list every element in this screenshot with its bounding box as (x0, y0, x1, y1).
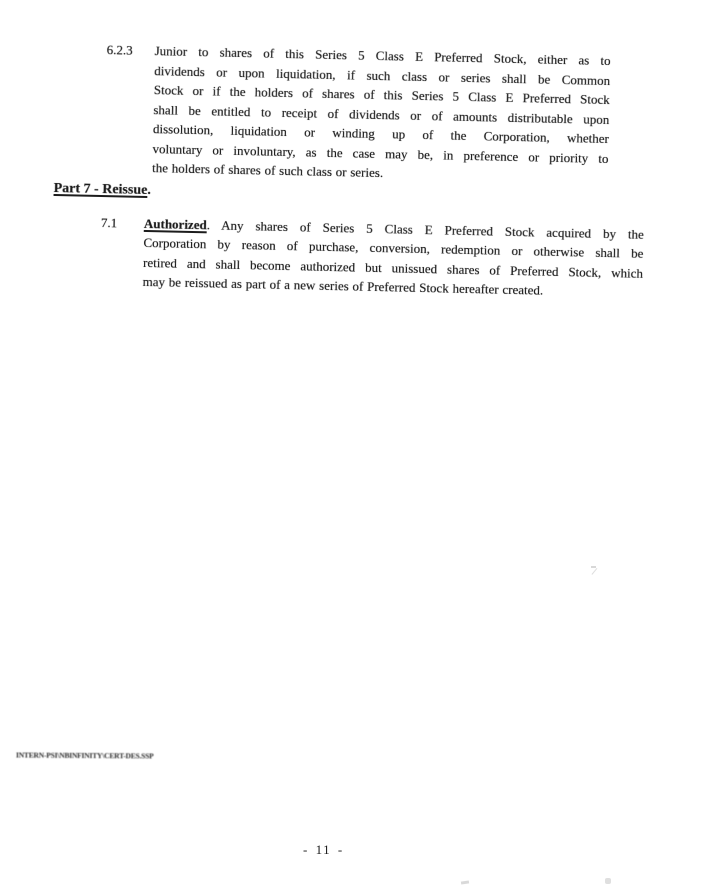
scan-speck-artifact (461, 880, 469, 884)
paragraph-line: shall be entitled to receipt of dividends or of amounts distributable upon (153, 101, 610, 127)
document-text-block (51, 36, 656, 303)
clause-body (142, 213, 644, 302)
paragraph-line: voluntary or involuntary, as the case may be, in preference or priority to (152, 140, 609, 166)
clause-number: 7.1 (100, 214, 118, 230)
paragraph-line: dissolution, liquidation or winding up of the Corporation, whether (152, 121, 610, 147)
page-number: - 11 - (303, 842, 344, 857)
section-7-1 (51, 211, 653, 302)
paragraph-line: may be reissued as part of a new series of Preferred Stock hereafter created. (142, 273, 544, 298)
clause-number: 6.2.3 (106, 42, 133, 58)
paragraph-line: Corporation by reason of purchase, conversion, redemption or otherwise shall be (143, 234, 644, 261)
section-6-2-3 (54, 36, 657, 189)
paragraph-line: retired and shall become authorized but unissued shares of Preferred Stock, which (142, 254, 644, 281)
scan-smudge-artifact (591, 566, 602, 579)
paragraph-line: Junior to shares of this Series 5 Class E Preferred Stock, either as to (154, 43, 611, 69)
clause-body (152, 41, 611, 187)
footer-reference: INTERN-PSI\NBINFINITY\CERT-DES.SSP (15, 750, 154, 761)
paragraph-line: the holders of shares of such class or series. (151, 160, 384, 181)
part-7-heading-period: . (147, 182, 152, 198)
paragraph-line-text: . Any shares of Series 5 Class E Preferred Stock acquired by the (206, 216, 644, 242)
authorized-title: Authorized (143, 215, 207, 232)
paragraph-line: dividends or upon liquidation, if such class or series shall be Common (154, 62, 611, 88)
scan-speck-artifact (605, 878, 611, 884)
paragraph-line: Stock or if the holders of shares of this Series 5 Class E Preferred Stock (153, 82, 610, 108)
part-7-heading-text: Part 7 - Reissue (53, 180, 148, 198)
